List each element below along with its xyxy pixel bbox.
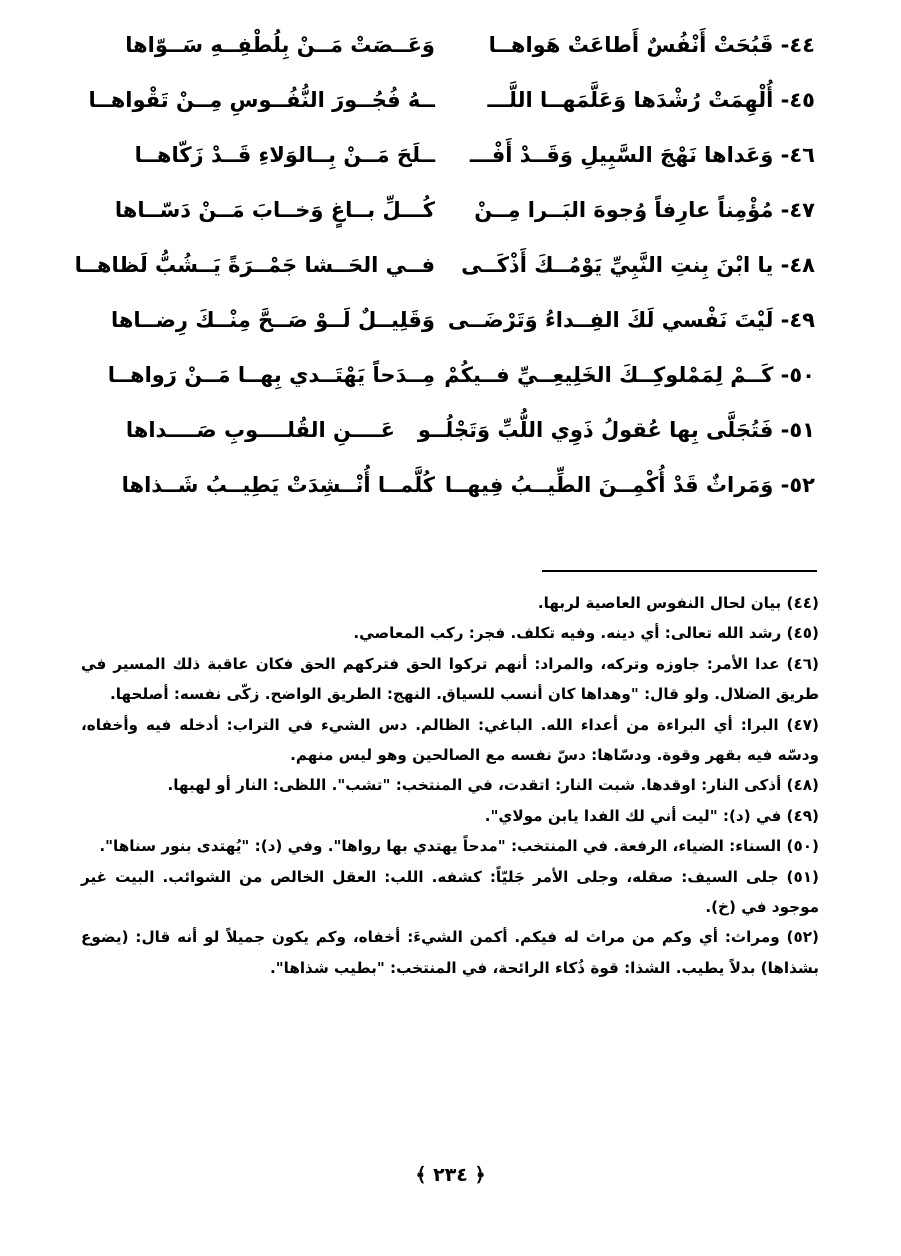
- verse-second-hemistich: وَقَلِيــلٌ لَــوْ صَــحَّ مِنْــكَ رِضــاها: [110, 308, 435, 332]
- verse-row: [0, 348, 901, 402]
- verse-second-hemistich: ــهُ فُجُــورَ النُّفُــوسِ مِــنْ تَقْواهــا: [88, 88, 435, 112]
- verse-row: [0, 403, 901, 457]
- verse-first-hemistich: ٤٥- أُلْهِمَتْ رُشْدَها وَعَلَّمَهــا اللَّـــ: [487, 88, 815, 112]
- footnote: (٤٩) في (د): "ليت أني لك الفدا يابن مولاي".: [484, 806, 819, 825]
- footnote: (٤٤) بيان لحال النفوس العاصية لربها.: [537, 594, 819, 612]
- verse-second-hemistich: وَعَــصَتْ مَــنْ بِلُطْفِــهِ سَــوّاها: [125, 33, 435, 57]
- verse-first-hemistich: ٤٨- يا ابْنَ بِنتِ النَّبِيِّ يَوْمُــكَ أَذْكَــى: [461, 253, 815, 277]
- verse-row: [0, 238, 901, 292]
- verse-second-hemistich: مِــدَحاً يَهْتَــدي بِهــا مَــنْ رَواهــا: [107, 363, 435, 387]
- verse-first-hemistich: ٥١- فَتُجَلَّى بِها عُقولُ ذَوِي اللُّبِّ وَتَجْلُــو: [417, 418, 815, 442]
- verse-row: [0, 293, 901, 347]
- page-number: ﴿ ٢٣٤ ﴾: [415, 1164, 486, 1186]
- verse-first-hemistich: ٥٢- وَمَراثٌ قَدْ أُكْمِــنَ الطِّيــبُ فِيهــا: [444, 473, 815, 497]
- footnote-separator: [542, 570, 817, 572]
- footnote: (٤٧) البرا: أي البراءة من أعداء الله. الباغي: الظالم. دس الشيء في التراب: أدخله فيه وأخفاه، ودسّه فيه بقهر وقوة. ودسّاها: دسّ نفسه مع الصالحين وهو ليس منهم.: [81, 715, 819, 765]
- verse-first-hemistich: ٤٧- مُؤْمِناً عارِفاً وُجوهَ البَــرا مِــنْ: [474, 198, 815, 222]
- verse-row: [0, 128, 901, 182]
- verse-first-hemistich: ٤٩- لَيْتَ نَفْسي لَكَ الفِــداءُ وَتَرْضَــى: [447, 308, 815, 332]
- verse-second-hemistich: كُـــلِّ بــاغٍ وَخــابَ مَــنْ دَسّــاها: [114, 198, 435, 222]
- footnote: (٥١) جلى السيف: صقله، وجلى الأمر جَليّاً: كشفه. اللب: العقل الخالص من الشوائب. البيت غير موجود في (خ).: [81, 867, 819, 917]
- verse-first-hemistich: ٤٤- قَبُحَتْ أَنْفُسٌ أَطاعَتْ هَواهــا: [488, 33, 815, 57]
- footnote: (٥٢) ومراث: أي وكم من مراث له فيكم. أكمن الشيءَ: أخفاه، وكم يكون جميلاً لو أنه قال: (يضوع بشذاها) بدلاً يطيب. الشذا: قوة ذُكاء الرائحة، في المنتخب: "بطيب شذاها".: [81, 928, 819, 977]
- verse-row: [0, 458, 901, 512]
- verse-second-hemistich: عَــــنِ القُلــــوبِ صَــــداها: [125, 418, 395, 442]
- footnote: (٥٠) السناء: الضياء، الرفعة. في المنتخب: "مدحاً يهتدي بها رواها". وفي (د): "يُهتدى بنور سناها".: [99, 837, 819, 856]
- footnotes: [81, 588, 819, 983]
- verse-first-hemistich: ٤٦- وَعَداها نَهْجَ السَّبِيلِ وَقَــدْ أَفْـــ: [469, 143, 815, 167]
- verse-second-hemistich: فــي الحَــشا جَمْــرَةً يَــشُبُّ لَظاهــا: [74, 253, 435, 277]
- verse-row: [0, 18, 901, 72]
- footnote: (٤٦) عدا الأمر: جاوزه وتركه، والمراد: أنهم تركوا الحق فتركهم الحق فكان عاقبة ذلك المسير في طريق الضلال. ولو قال: "وهداها كان أنسب للسياق. النهج: الطريق الواضح. زكّى نفسه: أصلحها.: [81, 654, 819, 704]
- footnote: (٤٥) رشد الله تعالى: أي دينه. وفيه تكلف. فجر: ركب المعاصي.: [353, 624, 819, 643]
- verse-first-hemistich: ٥٠- كَــمْ لِمَمْلوكِــكَ الخَلِيعِــيِّ فــيكُمْ: [444, 363, 815, 387]
- verse-row: [0, 73, 901, 127]
- footnote: (٤٨) أذكى النار: اوقدها. شبت النار: اتقدت، في المنتخب: "تشب". اللظى: النار أو لهبها.: [167, 776, 819, 795]
- verse-second-hemistich: كُلَّمــا أُنْــشِدَتْ يَطِيــبُ شَــذاها: [121, 473, 435, 497]
- verse-row: [0, 183, 901, 237]
- verse-second-hemistich: ــلَحَ مَــنْ بِــالوَلاءِ قَــدْ زَكّاهــا: [134, 143, 435, 167]
